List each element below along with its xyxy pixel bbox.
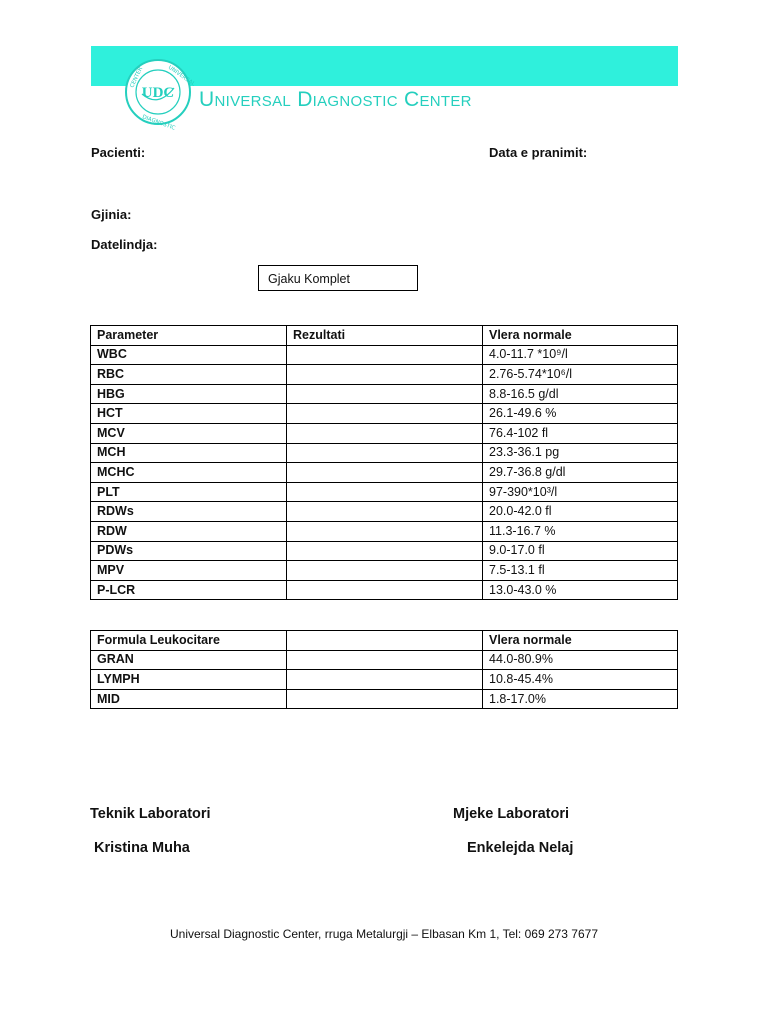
result-cell (287, 423, 483, 443)
parameter-cell: HBG (91, 384, 287, 404)
normal-range-cell: 8.8-16.5 g/dl (483, 384, 678, 404)
lab-technician-title: Teknik Laboratori (90, 806, 211, 822)
result-cell (287, 521, 483, 541)
parameter-cell: PLT (91, 482, 287, 502)
normal-range-cell: 23.3-36.1 pg (483, 443, 678, 463)
test-name: Gjaku Komplet (268, 272, 350, 286)
column-header: Vlera normale (483, 631, 678, 651)
footer-address: Universal Diagnostic Center, rruga Metalurgji – Elbasan Km 1, Tel: 069 273 7677 (169, 927, 598, 941)
normal-range-cell: 7.5-13.1 fl (483, 561, 678, 581)
table-row (91, 650, 678, 670)
parameter-cell: MCV (91, 423, 287, 443)
result-cell (287, 384, 483, 404)
normal-range-cell: 44.0-80.9% (483, 650, 678, 670)
patient-name-label: Pacienti: (91, 145, 146, 160)
parameter-cell: P-LCR (91, 580, 287, 600)
normal-range-cell: 13.0-43.0 % (483, 580, 678, 600)
normal-range-cell: 10.8-45.4% (483, 670, 678, 690)
svg-text:UNIVERSAL: UNIVERSAL (166, 64, 196, 88)
lab-doctor-name: Enkelejda Nelaj (467, 840, 574, 856)
result-cell (287, 365, 483, 385)
table-row (91, 365, 678, 385)
table-row (91, 689, 678, 709)
parameter-cell: MCHC (91, 463, 287, 483)
table-row (91, 670, 678, 690)
svg-text:UDC: UDC (141, 85, 175, 101)
table-row (91, 541, 678, 561)
parameter-cell: HCT (91, 404, 287, 424)
result-cell (287, 670, 483, 690)
lab-doctor-title: Mjeke Laboratori (453, 806, 570, 822)
table-row (91, 423, 678, 443)
result-cell (287, 541, 483, 561)
table-row (91, 404, 678, 424)
cbc-table (90, 325, 678, 600)
admission-date-label: Data e pranimit: (489, 145, 588, 160)
result-cell (287, 502, 483, 522)
parameter-cell: RDWs (91, 502, 287, 522)
table-row (91, 345, 678, 365)
result-cell (287, 580, 483, 600)
parameter-cell: RDW (91, 521, 287, 541)
parameter-cell: RBC (91, 365, 287, 385)
column-header: Vlera normale (483, 326, 678, 346)
result-cell (287, 561, 483, 581)
parameter-cell: PDWs (91, 541, 287, 561)
result-cell (287, 689, 483, 709)
parameter-cell: LYMPH (91, 670, 287, 690)
normal-range-cell: 4.0-11.7 *10⁹/l (483, 345, 678, 365)
normal-range-cell: 20.0-42.0 fl (483, 502, 678, 522)
table-row (91, 561, 678, 581)
table-row (91, 384, 678, 404)
birthdate-label: Datelindja: (91, 237, 158, 252)
parameter-cell: MCH (91, 443, 287, 463)
normal-range-cell: 76.4-102 fl (483, 423, 678, 443)
normal-range-cell: 29.7-36.8 g/dl (483, 463, 678, 483)
normal-range-cell: 97-390*10³/l (483, 482, 678, 502)
table-header-row (91, 631, 678, 651)
parameter-cell: WBC (91, 345, 287, 365)
table-row (91, 463, 678, 483)
result-cell (287, 443, 483, 463)
table-header-row (91, 326, 678, 346)
gender-label: Gjinia: (91, 207, 132, 222)
table-row (91, 443, 678, 463)
normal-range-cell: 26.1-49.6 % (483, 404, 678, 424)
parameter-cell: MPV (91, 561, 287, 581)
table-row (91, 482, 678, 502)
result-cell (287, 345, 483, 365)
table-row (91, 580, 678, 600)
normal-range-cell: 11.3-16.7 % (483, 521, 678, 541)
result-cell (287, 404, 483, 424)
column-header (287, 631, 483, 651)
result-cell (287, 482, 483, 502)
udc-logo (124, 58, 196, 132)
leukocyte-table (90, 630, 678, 709)
result-cell (287, 463, 483, 483)
column-header: Parameter (91, 326, 287, 346)
result-cell (287, 650, 483, 670)
normal-range-cell: 9.0-17.0 fl (483, 541, 678, 561)
table-row (91, 502, 678, 522)
normal-range-cell: 2.76-5.74*10⁶/l (483, 365, 678, 385)
brand-name: Universal Diagnostic Center (199, 88, 472, 111)
table-row (91, 521, 678, 541)
normal-range-cell: 1.8-17.0% (483, 689, 678, 709)
column-header: Rezultati (287, 326, 483, 346)
svg-text:DIAGNOSTIC: DIAGNOSTIC (141, 114, 176, 132)
parameter-cell: MID (91, 689, 287, 709)
lab-technician-name: Kristina Muha (94, 840, 190, 856)
test-name-box (258, 265, 418, 291)
svg-text:CENTER: CENTER (129, 66, 145, 89)
column-header: Formula Leukocitare (91, 631, 287, 651)
parameter-cell: GRAN (91, 650, 287, 670)
